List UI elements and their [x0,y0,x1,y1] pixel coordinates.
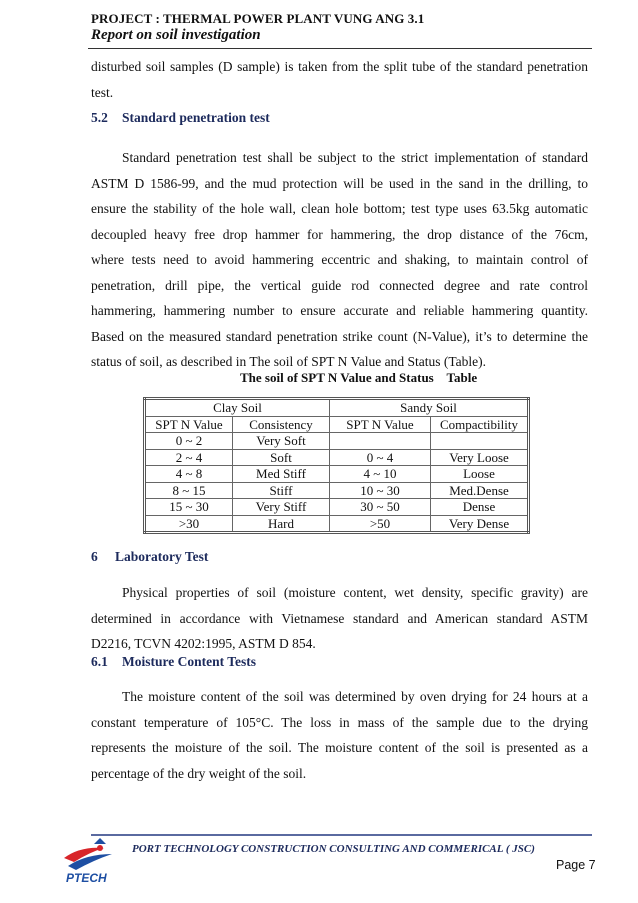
group-header-sandy: Sandy Soil [330,399,529,417]
table-row [145,466,529,483]
spt-paragraph [91,145,588,375]
table-cell: Very Soft [233,433,330,450]
table-cell: Med.Dense [431,482,529,499]
table-group-header-row [145,399,529,417]
table-column-header-row [145,416,529,433]
text-line: D2216, TCVN 4202:1995, ASTM D 854. [91,636,316,651]
text-line: percentage of the dry weight of the soil. [91,765,307,781]
header-divider [88,48,592,49]
table-cell: 8 ~ 15 [145,482,233,499]
laboratory-paragraph [91,580,588,657]
text-line: determined in accordance with Vietnamese standard and American standard ASTM [91,610,588,626]
intro-paragraph [91,54,588,105]
column-header: Consistency [233,416,330,433]
text-line: Physical properties of soil (moisture content, wet density, specific gravity) are [122,585,588,600]
table-cell: 30 ~ 50 [330,499,431,516]
table-cell: Stiff [233,482,330,499]
table-cell: 4 ~ 10 [330,466,431,483]
text-line: where tests need to avoid hammering eccentric and shaking, to maintain control of [91,252,588,267]
table-cell [330,433,431,450]
table-cell: Very Stiff [233,499,330,516]
column-header: Compactibility [431,416,529,433]
text-line: Standard penetration test shall be subject to the strict implementation of standard [122,150,588,165]
table-cell: Loose [431,466,529,483]
table-cell: 0 ~ 4 [330,449,431,466]
text-line: test. [91,84,114,100]
text-line: The moisture content of the soil was determined by oven drying for 24 hours at a [122,689,588,704]
table-cell: Very Loose [431,449,529,466]
table-cell: 0 ~ 2 [145,433,233,450]
section-title: Moisture Content Tests [122,654,257,669]
text-line: constant temperature of 105°C. The loss in mass of the sample due to the drying [91,714,588,730]
table-cell: Hard [233,515,330,533]
table-cell: 4 ~ 8 [145,466,233,483]
table-cell: 15 ~ 30 [145,499,233,516]
text-line: ensure the stability of the hole wall, clean hole bottom; test type uses 63.5kg automatic [91,201,588,216]
text-line: penetration, drill pipe, the vertical guide rod connected degree and rate control [91,277,588,293]
table-cell: Med Stiff [233,466,330,483]
text-line: status of soil, as described in The soil of SPT N Value and Status (Table). [91,354,487,369]
text-line: Based on the measured standard penetration strike count (N-Value), it’s to determine the [91,328,588,344]
page-number: Page 7 [556,858,596,872]
section-number: 5.2 [91,110,108,125]
text-line: decoupled heavy free drop hammer for hammering, the drop distance of the 76cm, [91,226,588,242]
column-header: SPT N Value [145,416,233,433]
text-line: represents the moisture of the soil. The moisture content of the soil is presented as a [91,740,588,755]
table-cell [431,433,529,450]
table-cell: Soft [233,449,330,466]
table-cell: >50 [330,515,431,533]
spt-status-table [143,397,530,534]
section-heading-6 [91,549,208,565]
header-project: PROJECT : THERMAL POWER PLANT VUNG ANG 3.1 [91,11,425,26]
table-row [145,449,529,466]
section-title: Standard penetration test [122,110,270,125]
text-line: ASTM D 1586-99, and the mud protection will be used in the sand in the drilling, to [91,175,588,191]
ptech-logo [60,836,124,886]
table-row [145,433,529,450]
table-cell: >30 [145,515,233,533]
table-cell: 10 ~ 30 [330,482,431,499]
table-cell: Dense [431,499,529,516]
logo-text: PTECH [66,871,107,885]
table-cell: Very Dense [431,515,529,533]
section-heading-6-1 [91,654,256,670]
footer-divider [91,834,592,836]
text-line: disturbed soil samples (D sample) is taken from the split tube of the standard penetration [91,59,588,74]
section-heading-5-2 [91,110,270,126]
table-title: The soil of SPT N Value and Status Table [240,370,478,385]
text-line: hammering, hammering number to ensure accurate and reliable hammering quantity. [91,303,588,318]
footer-company: PORT TECHNOLOGY CONSTRUCTION CONSULTING AND COMMERICAL ( JSC) [132,843,535,855]
group-header-clay: Clay Soil [145,399,330,417]
section-number: 6 [91,549,98,564]
table-row [145,499,529,516]
table-row [145,515,529,533]
header-report-title: Report on soil investigation [91,27,261,43]
section-title: Laboratory Test [115,549,209,564]
table-row [145,482,529,499]
section-number: 6.1 [91,654,108,669]
moisture-paragraph [91,684,588,786]
table-cell: 2 ~ 4 [145,449,233,466]
column-header: SPT N Value [330,416,431,433]
